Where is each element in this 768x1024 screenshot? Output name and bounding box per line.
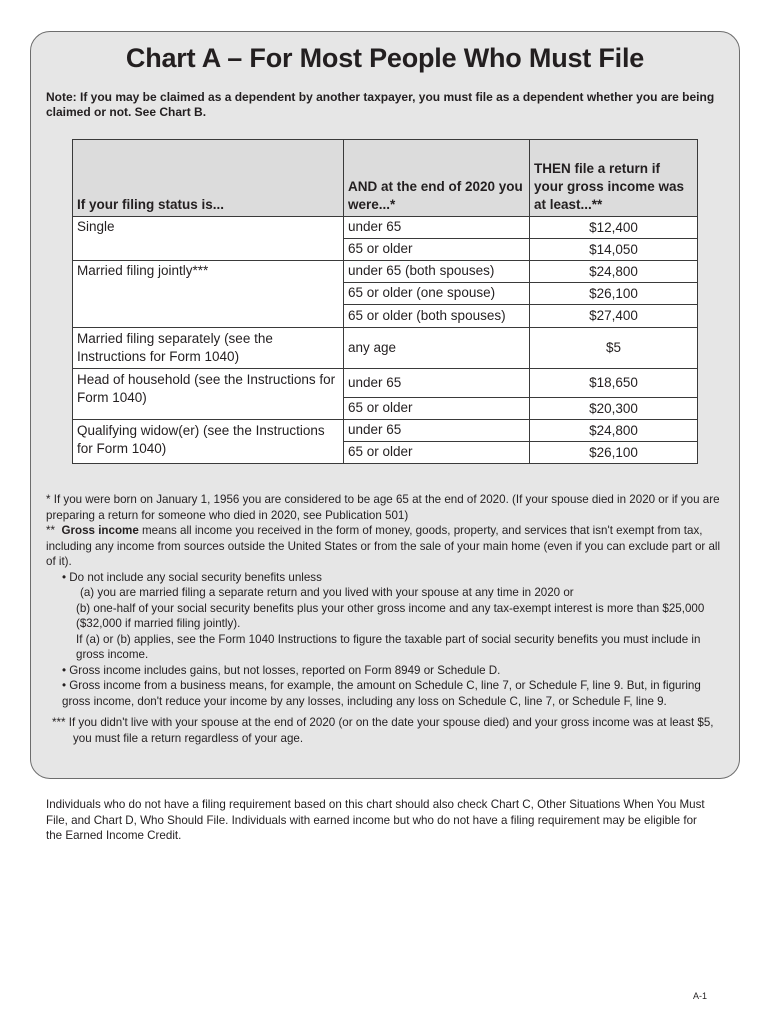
- table-cell-amount: $24,800: [530, 420, 698, 442]
- gross-income-term: Gross income: [61, 524, 139, 537]
- bullet-gains: • Gross income includes gains, but not losses, reported on Form 8949 or Schedule D.: [62, 663, 501, 677]
- bullet-social-security: • Do not include any social security benefits unless: [62, 570, 322, 584]
- table-cell-age: under 65 (both spouses): [344, 261, 530, 283]
- table-cell-status: Married filing separately (see the Instructions for Form 1040): [73, 328, 344, 369]
- table-cell-amount: $27,400: [530, 305, 698, 328]
- condition-b: (b) one-half of your social security benefits plus your other gross income and any tax-exempt interest is more than $25,000 ($32,000 if married filing jointly).: [76, 601, 705, 630]
- dependent-note: Note: If you may be claimed as a dependent by another taxpayer, you must file as a dependent whether you are being claimed or not. See Chart B.: [46, 90, 715, 119]
- table-cell-amount: $18,650: [530, 369, 698, 398]
- table-cell-amount: $26,100: [530, 283, 698, 305]
- table-cell-amount: $26,100: [530, 442, 698, 464]
- gross-income-definition: means all income you received in the form of money, goods, property, and services that isn't exempt from tax, including any income from sources outside the United States or from the sale of your main home (even if you can exclude part or all of it).: [46, 524, 721, 568]
- table-cell-amount: $5: [530, 328, 698, 369]
- additional-charts-text: Individuals who do not have a filing requirement based on this chart should also check Chart C, Other Situations When You Must File, and Chart D, Who Should File. Individuals with earned income but who do not have a filing requirement may be eligible for the Earned Income Credit.: [46, 798, 705, 842]
- header-age: AND at the end of 2020 you were...*: [344, 140, 530, 217]
- condition-applies: If (a) or (b) applies, see the Form 1040 Instructions to figure the taxable part of social security benefits you must include in gross income.: [76, 632, 701, 661]
- table-cell-amount: $20,300: [530, 398, 698, 420]
- table-cell-age: under 65: [344, 369, 530, 398]
- table-cell-amount: $14,050: [530, 239, 698, 261]
- table-cell-age: under 65: [344, 217, 530, 239]
- footnote-marker: **: [46, 524, 62, 537]
- table-cell-age: under 65: [344, 420, 530, 442]
- table-cell-age: 65 or older: [344, 398, 530, 420]
- footnotes: [46, 492, 722, 746]
- table-cell-amount: $12,400: [530, 217, 698, 239]
- table-cell-age: 65 or older (one spouse): [344, 283, 530, 305]
- table-cell-status: Single: [73, 217, 344, 261]
- table-cell-age: 65 or older: [344, 442, 530, 464]
- filing-requirements-table: [72, 139, 698, 464]
- header-gross-income: THEN file a return if your gross income was at least...**: [530, 140, 698, 217]
- table-cell-age: 65 or older: [344, 239, 530, 261]
- footnote-age-65: * If you were born on January 1, 1956 you are considered to be age 65 at the end of 2020. (If your spouse died in 2020 or if you are preparing a return for someone who died in 2020, see Publication 501): [46, 493, 720, 522]
- table-cell-status: Qualifying widow(er) (see the Instructions for Form 1040): [73, 420, 344, 464]
- condition-a: (a) you are married filing a separate return and you lived with your spouse at any time in 2020 or: [80, 586, 574, 599]
- table-cell-age: any age: [344, 328, 530, 369]
- header-filing-status: If your filing status is...: [73, 140, 344, 217]
- table-cell-amount: $24,800: [530, 261, 698, 283]
- table-cell-status: Married filing jointly***: [73, 261, 344, 328]
- page-title: Chart A – For Most People Who Must File: [125, 43, 645, 73]
- page-number: A-1: [693, 991, 708, 1001]
- footnote-gross-income: [46, 523, 722, 570]
- table-cell-age: 65 or older (both spouses): [344, 305, 530, 328]
- footnote-spouse: *** If you didn't live with your spouse at the end of 2020 (or on the date your spouse died) and your gross income was at least $5, you must file a return regardless of your age.: [52, 716, 714, 745]
- bullet-business-income: • Gross income from a business means, for example, the amount on Schedule C, line 7, or Schedule F, line 9. But, in figuring gross income, don't reduce your income by any losses, including any loss on Schedule C, line 7, or Schedule F, line 9.: [62, 679, 701, 708]
- table-cell-status: Head of household (see the Instructions for Form 1040): [73, 369, 344, 420]
